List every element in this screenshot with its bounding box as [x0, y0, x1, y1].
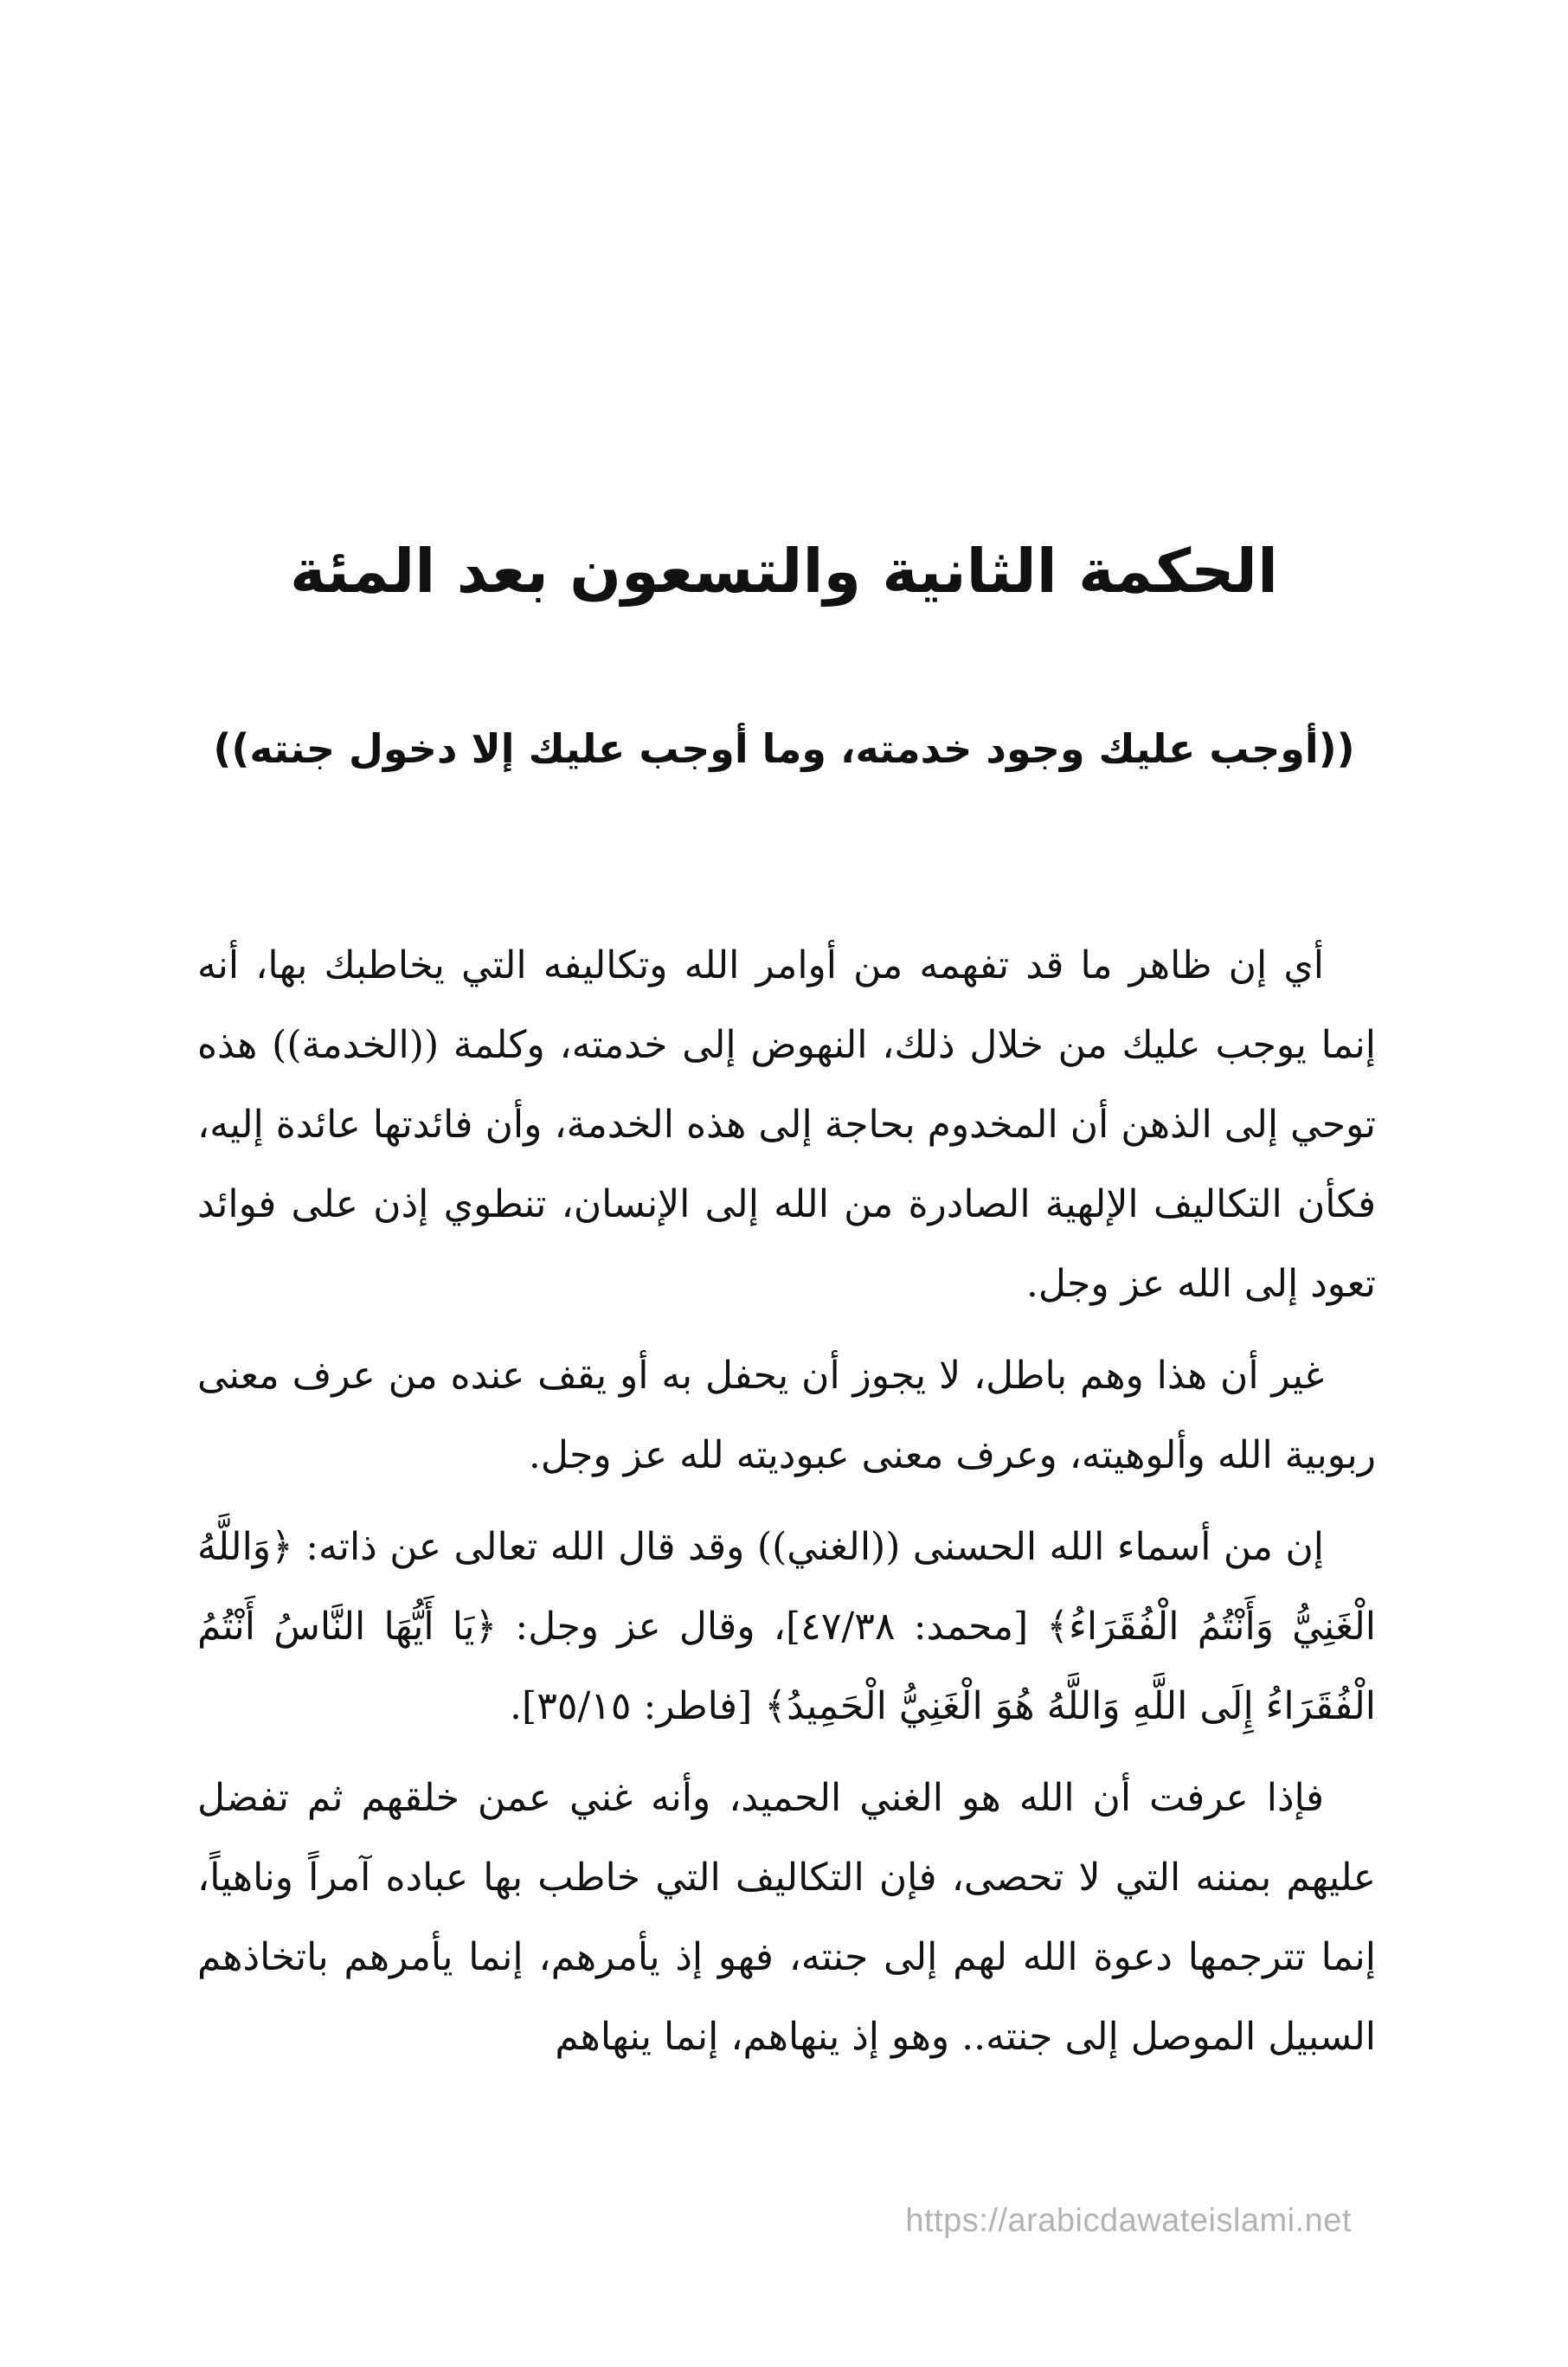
paragraph-1: أي إن ظاهر ما قد تفهمه من أوامر الله وتكاليفه التي يخاطبك بها، أنه إنما يوجب عليك من خلال ذلك، النهوض إلى خدمته، وكلمة ((الخدمة)) هذه توحي إلى الذهن أن المخدوم بحاجة إلى هذه الخدمة، وأن فائدتها عائدة إليه، فكأن التكاليف الإلهية الصادرة من الله إلى الإنسان، تنطوي إذن على فوائد تعود إلى الله عز وجل. — [197, 943, 1376, 1306]
page-subtitle: ((أوجب عليك وجود خدمته، وما أوجب عليك إلا دخول جنته)) — [213, 725, 1355, 772]
body-text — [197, 926, 1376, 2089]
paragraph-3: إن من أسماء الله الحسنى ((الغني)) وقد قال الله تعالى عن ذاته: ﴿وَاللَّهُ الْغَنِيُّ وَأَنْتُمُ الْفُقَرَاءُ﴾ [محمد: ٤٧/٣٨]، وقال عز وجل: ﴿يَا أَيُّهَا النَّاسُ أَنْتُمُ الْفُقَرَاءُ إِلَى اللَّهِ وَاللَّهُ هُوَ الْغَنِيُّ الْحَمِيدُ﴾ [فاطر: ٣٥/١٥]. — [197, 1525, 1376, 1728]
paragraph-4: فإذا عرفت أن الله هو الغني الحميد، وأنه غني عمن خلقهم ثم تفضل عليهم بمننه التي لا تحصى، فإن التكاليف التي خاطب بها عباده آمراً وناهياً، إنما تترجمها دعوة الله لهم إلى جنته، فهو إذ يأمرهم، إنما يأمرهم باتخاذهم السبيل الموصل إلى جنته.. وهو إذ ينهاهم، إنما ينهاهم — [197, 1776, 1376, 2059]
watermark-url: https://arabicdawateislami.net — [905, 2203, 1352, 2239]
paragraph-2: غير أن هذا وهم باطل، لا يجوز أن يحفل به أو يقف عنده من عرف معنى ربوبية الله وألوهيته، وعرف معنى عبوديته لله عز وجل. — [197, 1354, 1376, 1477]
page-title: الحكمة الثانية والتسعون بعد المئة — [290, 536, 1278, 607]
